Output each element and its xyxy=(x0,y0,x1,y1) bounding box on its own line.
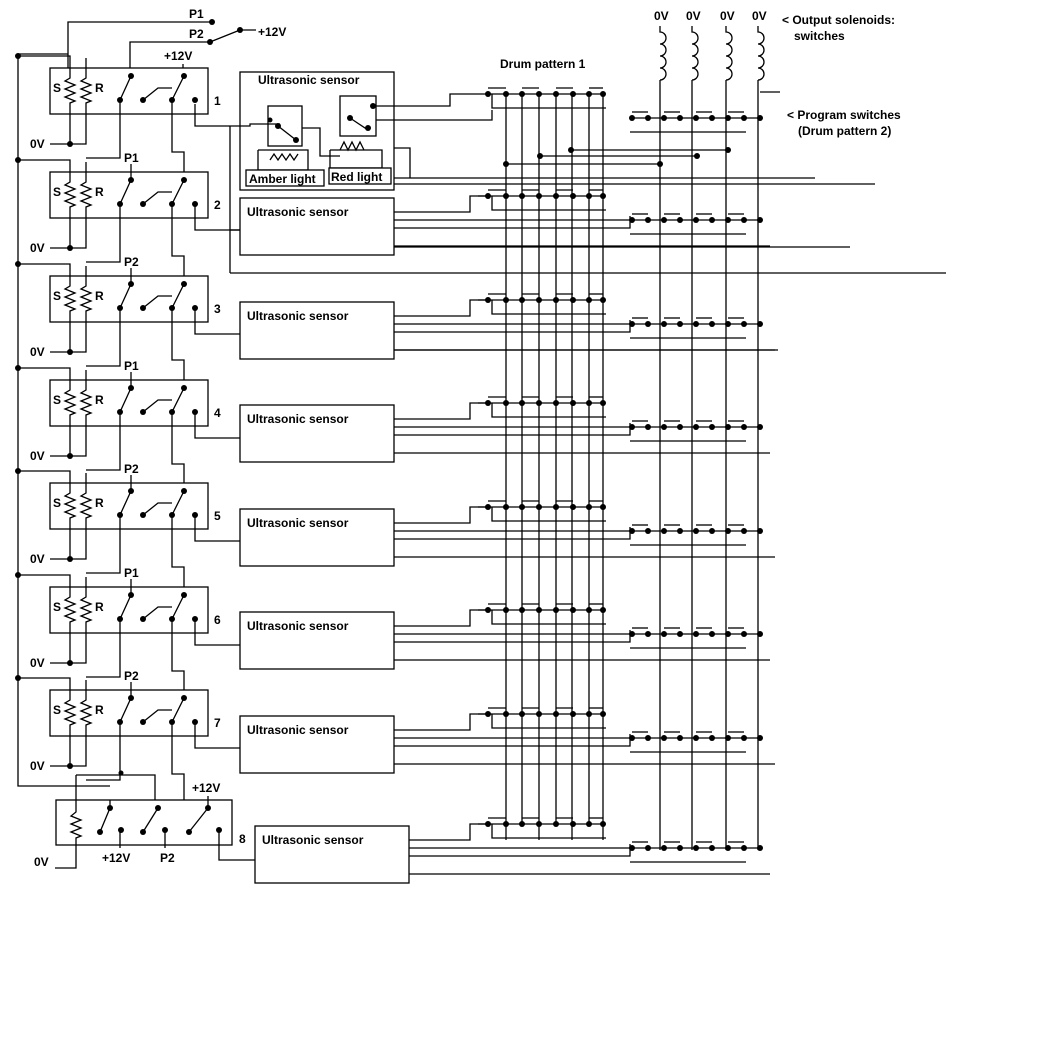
drum-pattern-2 xyxy=(629,112,763,862)
junction-dot xyxy=(741,735,747,741)
junction-dot xyxy=(677,845,683,851)
drum2-row-3 xyxy=(629,318,763,338)
reset-coil-label: R xyxy=(95,393,104,407)
drum-pattern-1 xyxy=(478,88,606,840)
program-switches-line2: (Drum pattern 2) xyxy=(798,124,892,138)
junction-dot xyxy=(485,297,491,303)
supply-label: P2 xyxy=(124,255,139,269)
ultrasonic-sensor-1-label: Ultrasonic sensor xyxy=(258,73,360,87)
set-coil-label: S xyxy=(53,81,62,95)
junction-dot xyxy=(709,115,715,121)
stage8-v12-top: +12V xyxy=(192,781,221,795)
reset-coil-label: R xyxy=(95,496,104,510)
relay-stage-8 xyxy=(34,771,255,870)
junction-dot xyxy=(570,504,576,510)
zero-v-label: 0V xyxy=(30,345,45,359)
reset-coil-label: R xyxy=(95,185,104,199)
junction-dot xyxy=(485,504,491,510)
ultrasonic-sensor-4 xyxy=(240,403,770,462)
junction-dot xyxy=(128,73,134,79)
set-coil-label: S xyxy=(53,703,62,717)
stage8-zero-v: 0V xyxy=(34,855,49,869)
junction-dot xyxy=(709,528,715,534)
junction-dot xyxy=(677,528,683,534)
junction-dot xyxy=(661,217,667,223)
stage-number-7: 7 xyxy=(214,716,221,730)
output-solenoids-line1: < Output solenoids: xyxy=(782,13,895,27)
set-coil-label: S xyxy=(53,393,62,407)
junction-dot xyxy=(485,400,491,406)
drum2-row-2 xyxy=(629,214,763,234)
junction-dot xyxy=(741,424,747,430)
stage-number-4: 4 xyxy=(214,406,221,420)
output-solenoids-line2: switches xyxy=(794,29,845,43)
junction-dot xyxy=(677,631,683,637)
ultrasonic-sensor-8 xyxy=(255,824,770,883)
junction-dot xyxy=(741,321,747,327)
junction-dot xyxy=(741,528,747,534)
drum1-row-5 xyxy=(478,501,606,521)
set-coil-label: S xyxy=(53,600,62,614)
drum2-row-5 xyxy=(629,525,763,545)
junction-dot xyxy=(709,217,715,223)
junction-dot xyxy=(181,73,187,79)
ultrasonic-sensor-5 xyxy=(240,507,775,566)
junction-dot xyxy=(661,631,667,637)
junction-dot xyxy=(570,711,576,717)
zero-v-label: 0V xyxy=(30,656,45,670)
reset-coil-label: R xyxy=(95,289,104,303)
ultrasonic-sensor-1 xyxy=(195,72,492,190)
stage8-p2-bottom: P2 xyxy=(160,851,175,865)
junction-dot xyxy=(661,528,667,534)
junction-dot xyxy=(741,631,747,637)
ultrasonic-sensor-6 xyxy=(240,610,770,669)
zero-v-label: 0V xyxy=(30,137,45,151)
supply-label: P2 xyxy=(124,462,139,476)
drum1-row-2 xyxy=(478,190,606,210)
junction-dot xyxy=(629,528,635,534)
drum2-row-4 xyxy=(629,421,763,441)
junction-dot xyxy=(741,217,747,223)
supply-label: P1 xyxy=(124,359,139,373)
junction-dot xyxy=(694,153,700,159)
junction-dot xyxy=(661,424,667,430)
junction-dot xyxy=(693,424,699,430)
junction-dot xyxy=(15,261,21,267)
output-line xyxy=(394,148,410,178)
ultrasonic-sensor-label: Ultrasonic sensor xyxy=(247,619,349,633)
junction-dot xyxy=(15,572,21,578)
junction-dot xyxy=(709,631,715,637)
junction-dot xyxy=(15,365,21,371)
junction-dot xyxy=(570,91,576,97)
solenoid-zero-v: 0V xyxy=(686,9,701,23)
ultrasonic-sensor-label: Ultrasonic sensor xyxy=(247,412,349,426)
junction-dot xyxy=(503,161,509,167)
drum1-row-3 xyxy=(478,294,606,314)
junction-dot xyxy=(181,385,187,391)
stage-number-2: 2 xyxy=(214,198,221,212)
junction-dot xyxy=(645,631,651,637)
junction-dot xyxy=(629,115,635,121)
junction-dot xyxy=(677,424,683,430)
set-coil-label: S xyxy=(53,496,62,510)
junction-dot xyxy=(485,711,491,717)
red-light-label: Red light xyxy=(331,170,383,184)
drum1-row-4 xyxy=(478,397,606,417)
reset-coil-label: R xyxy=(95,81,104,95)
supply-label: P2 xyxy=(124,669,139,683)
junction-dot xyxy=(709,845,715,851)
zero-v-label: 0V xyxy=(30,552,45,566)
ultrasonic-sensor-7 xyxy=(240,714,775,773)
junction-dot xyxy=(645,528,651,534)
junction-dot xyxy=(645,735,651,741)
stage8-v12-bottom: +12V xyxy=(102,851,131,865)
junction-dot xyxy=(67,556,73,562)
junction-dot xyxy=(485,193,491,199)
ultrasonic-sensor-label: Ultrasonic sensor xyxy=(247,723,349,737)
zero-v-label: 0V xyxy=(30,449,45,463)
junction-dot xyxy=(645,321,651,327)
junction-dot xyxy=(67,453,73,459)
junction-dot xyxy=(725,147,731,153)
drum2-row-6 xyxy=(629,628,763,648)
junction-dot xyxy=(645,424,651,430)
ultrasonic-sensor-label: Ultrasonic sensor xyxy=(247,516,349,530)
junction-dot xyxy=(629,631,635,637)
junction-dot xyxy=(677,217,683,223)
ultrasonic-sensor-label: Ultrasonic sensor xyxy=(247,309,349,323)
drum1-row-6 xyxy=(478,604,606,624)
junction-dot xyxy=(677,735,683,741)
junction-dot xyxy=(570,400,576,406)
p2-top-label: P2 xyxy=(189,27,204,41)
junction-dot xyxy=(537,153,543,159)
p1-top-label: P1 xyxy=(189,7,204,21)
stage-number-6: 6 xyxy=(214,613,221,627)
drum2-row-7 xyxy=(629,732,763,752)
junction-dot xyxy=(485,821,491,827)
junction-dot xyxy=(629,735,635,741)
junction-dot xyxy=(67,660,73,666)
junction-dot xyxy=(67,349,73,355)
junction-dot xyxy=(693,115,699,121)
solenoid-zero-v: 0V xyxy=(654,9,669,23)
drum1-row-7 xyxy=(478,708,606,728)
junction-dot xyxy=(677,321,683,327)
junction-dot xyxy=(709,321,715,327)
v12-top-label: +12V xyxy=(258,25,287,39)
set-coil-label: S xyxy=(53,289,62,303)
junction-dot xyxy=(677,115,683,121)
junction-dot xyxy=(661,321,667,327)
reset-coil-label: R xyxy=(95,703,104,717)
drum1-row-1 xyxy=(478,88,606,108)
ultrasonic-sensor-2 xyxy=(240,196,770,255)
junction-dot xyxy=(485,607,491,613)
junction-dot xyxy=(741,115,747,121)
junction-dot xyxy=(709,735,715,741)
junction-dot xyxy=(570,607,576,613)
solenoid-1 xyxy=(654,9,669,850)
junction-dot xyxy=(570,193,576,199)
junction-dot xyxy=(629,217,635,223)
junction-dot xyxy=(693,321,699,327)
junction-dot xyxy=(657,161,663,167)
ultrasonic-sensor-label: Ultrasonic sensor xyxy=(247,205,349,219)
junction-dot xyxy=(661,735,667,741)
junction-dot xyxy=(181,177,187,183)
reset-coil-label: R xyxy=(95,600,104,614)
junction-dot xyxy=(693,845,699,851)
junction-dot xyxy=(741,845,747,851)
junction-dot xyxy=(693,217,699,223)
amber-light-label: Amber light xyxy=(249,172,316,186)
junction-dot xyxy=(570,297,576,303)
junction-dot xyxy=(693,528,699,534)
junction-dot xyxy=(181,695,187,701)
stage-number-8: 8 xyxy=(239,832,246,846)
drum2-row-8 xyxy=(629,842,763,862)
junction-dot xyxy=(15,53,21,59)
junction-dot xyxy=(645,217,651,223)
junction-dot xyxy=(192,97,198,103)
output-solenoids xyxy=(782,13,895,43)
relay-stage-1 xyxy=(15,53,221,180)
program-switches-label xyxy=(787,108,901,138)
solenoid-2 xyxy=(686,9,701,850)
junction-dot xyxy=(15,157,21,163)
junction-dot xyxy=(181,281,187,287)
supply-label: P1 xyxy=(124,566,139,580)
junction-dot xyxy=(67,763,73,769)
junction-dot xyxy=(570,821,576,827)
junction-dot xyxy=(629,424,635,430)
drum1-row-8 xyxy=(478,818,606,838)
zero-v-label: 0V xyxy=(30,241,45,255)
drum-pattern-1-label: Drum pattern 1 xyxy=(500,57,586,71)
junction-dot xyxy=(181,592,187,598)
junction-dot xyxy=(15,468,21,474)
zero-v-label: 0V xyxy=(30,759,45,773)
junction-dot xyxy=(67,245,73,251)
junction-dot xyxy=(661,115,667,121)
stage-number-5: 5 xyxy=(214,509,221,523)
junction-dot xyxy=(661,845,667,851)
junction-dot xyxy=(568,147,574,153)
v12-stage1-label: +12V xyxy=(164,49,193,63)
junction-dot xyxy=(645,845,651,851)
drum2-row-1 xyxy=(629,112,763,132)
junction-dot xyxy=(693,631,699,637)
junction-dot xyxy=(645,115,651,121)
junction-dot xyxy=(629,845,635,851)
supply-label: P1 xyxy=(124,151,139,165)
solenoid-zero-v: 0V xyxy=(752,9,767,23)
stage-number-3: 3 xyxy=(214,302,221,316)
junction-dot xyxy=(485,91,491,97)
stage-number-1: 1 xyxy=(214,94,221,108)
junction-dot xyxy=(693,735,699,741)
junction-dot xyxy=(15,675,21,681)
junction-dot xyxy=(67,141,73,147)
program-switches-line1: < Program switches xyxy=(787,108,901,122)
ultrasonic-sensor-label: Ultrasonic sensor xyxy=(262,833,364,847)
solenoid-zero-v: 0V xyxy=(720,9,735,23)
junction-dot xyxy=(709,424,715,430)
supply-header xyxy=(68,7,286,74)
set-coil-label: S xyxy=(53,185,62,199)
junction-dot xyxy=(629,321,635,327)
relay-stages xyxy=(15,53,240,802)
junction-dot xyxy=(181,488,187,494)
